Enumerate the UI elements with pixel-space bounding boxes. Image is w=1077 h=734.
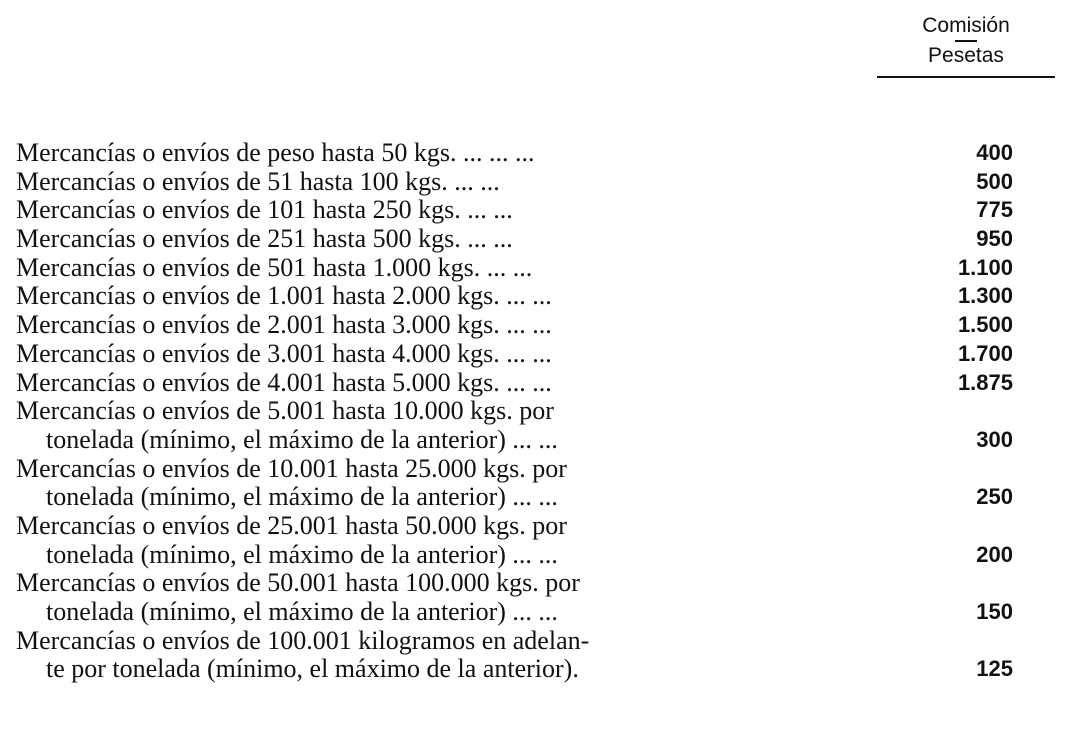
row-amount: 400: [976, 140, 1013, 165]
table-row: [16, 369, 1066, 398]
row-description: Mercancías o envíos de 501 hasta 1.000 kgs. ... ...: [16, 252, 533, 282]
row-description: Mercancías o envíos de 50.001 hasta 100.000 kgs. por: [16, 568, 580, 598]
row-description: Mercancías o envíos de 10.001 hasta 25.000 kgs. por: [16, 453, 567, 483]
row-description: Mercancías o envíos de 2.001 hasta 3.000 kgs. ... ...: [16, 310, 552, 340]
column-header: [876, 14, 1056, 78]
table-row-continuation: [16, 483, 1066, 512]
column-title: Comisión: [922, 14, 1010, 37]
table-row: [16, 512, 1066, 541]
row-description: Mercancías o envíos de 3.001 hasta 4.000 kgs. ... ...: [16, 338, 552, 368]
row-amount: 300: [976, 426, 1013, 452]
table-row: [16, 282, 1066, 311]
header-rule: [877, 76, 1055, 78]
row-amount: 950: [976, 226, 1013, 252]
row-description: Mercancías o envíos de peso hasta 50 kgs. ... ... ...: [16, 138, 535, 167]
table-row: [16, 311, 1066, 340]
table-row-continuation: [16, 598, 1066, 627]
table-row-continuation: [16, 426, 1066, 455]
row-amount: 1.875: [957, 369, 1013, 395]
row-description-continuation: te por tonelada (mínimo, el máximo de la anterior).: [46, 654, 579, 684]
row-amount: 775: [976, 197, 1013, 223]
row-amount: 200: [976, 541, 1013, 567]
column-unit: Pesetas: [928, 44, 1004, 67]
table-row: [16, 254, 1066, 283]
table-row: [16, 168, 1066, 197]
table-row: [16, 455, 1066, 484]
row-description: Mercancías o envíos de 4.001 hasta 5.000 kgs. ... ...: [16, 367, 552, 397]
row-description: Mercancías o envíos de 5.001 hasta 10.000 kgs. por: [16, 396, 554, 426]
table-row: [16, 139, 1066, 168]
row-description-continuation: tonelada (mínimo, el máximo de la anterior) ... ...: [46, 539, 558, 569]
table-row: [16, 627, 1066, 656]
row-amount: 1.100: [957, 254, 1013, 280]
table-row-continuation: [16, 655, 1066, 684]
row-description: Mercancías o envíos de 25.001 hasta 50.000 kgs. por: [16, 510, 567, 540]
row-description-continuation: tonelada (mínimo, el máximo de la anterior) ... ...: [46, 424, 558, 454]
table-row: [16, 569, 1066, 598]
row-description: Mercancías o envíos de 51 hasta 100 kgs. ... ...: [16, 166, 500, 196]
table-row: [16, 397, 1066, 426]
commission-table: [16, 139, 1066, 684]
row-amount: 500: [976, 168, 1013, 194]
table-row: [16, 196, 1066, 225]
row-amount: 125: [976, 656, 1013, 682]
header-dash: [955, 40, 977, 42]
row-description: Mercancías o envíos de 1.001 hasta 2.000 kgs. ... ...: [16, 281, 552, 311]
row-description: Mercancías o envíos de 101 hasta 250 kgs. ... ...: [16, 195, 513, 225]
table-row: [16, 225, 1066, 254]
table-row-continuation: [16, 541, 1066, 570]
row-description-continuation: tonelada (mínimo, el máximo de la anterior) ... ...: [46, 482, 558, 512]
row-amount: 150: [976, 599, 1013, 624]
table-row: [16, 340, 1066, 369]
row-amount: 250: [976, 484, 1013, 510]
row-amount: 1.700: [957, 340, 1013, 366]
row-description: Mercancías o envíos de 251 hasta 500 kgs. ... ...: [16, 224, 513, 254]
row-description: Mercancías o envíos de 100.001 kilogramos en adelan-: [16, 625, 590, 655]
row-amount: 1.300: [957, 283, 1013, 309]
row-amount: 1.500: [957, 312, 1013, 338]
row-description-continuation: tonelada (mínimo, el máximo de la anterior) ... ...: [46, 597, 558, 626]
